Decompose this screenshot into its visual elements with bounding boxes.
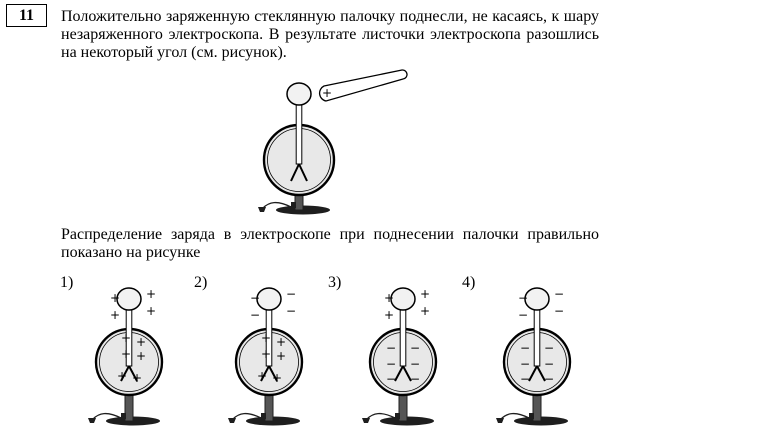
charge-sign: +: [135, 335, 147, 349]
charge-sign: +: [260, 347, 272, 361]
charge-sign: +: [120, 331, 132, 345]
question-statement: Положительно заряженную стеклянную палочку поднесли, не касаясь, к шару незаряженного электроскопа. В результате листочки электроскопа разошлись на некоторый угол (см. рисунок).: [61, 8, 599, 61]
option-4-electroscope: [496, 287, 570, 426]
electroscope-post: [265, 393, 273, 421]
charge-sign: +: [109, 308, 121, 322]
charge-sign: +: [260, 331, 272, 345]
charge-sign: −: [409, 372, 421, 386]
charge-sign: +: [120, 347, 132, 361]
electroscope-rod: [400, 307, 406, 366]
question-number: 11: [6, 4, 47, 27]
charge-sign: +: [419, 287, 431, 301]
charge-sign: +: [256, 369, 268, 383]
charge-sign: −: [249, 291, 261, 305]
charge-sign: −: [517, 308, 529, 322]
electroscope-ball: [117, 288, 141, 310]
charge-sign: +: [109, 291, 121, 305]
charge-sign: −: [385, 372, 397, 386]
charge-sign: −: [553, 287, 565, 301]
electroscope-ball: [287, 83, 311, 105]
electroscope-ball: [257, 288, 281, 310]
electroscope-ball: [525, 288, 549, 310]
main-electroscope: [258, 70, 407, 215]
charge-sign: +: [145, 287, 157, 301]
electroscope-post: [125, 393, 133, 421]
charge-sign: −: [385, 357, 397, 371]
option-2-label[interactable]: 2): [194, 274, 208, 291]
ground-icon: [88, 418, 96, 423]
ground-icon: [496, 418, 504, 423]
electroscope-rod: [296, 102, 302, 164]
charge-sign: +: [275, 335, 287, 349]
charge-sign: −: [249, 308, 261, 322]
electroscope-clamp: [291, 202, 296, 208]
electroscope-clamp: [261, 413, 266, 419]
charge-sign: −: [409, 341, 421, 355]
charge-sign: +: [275, 349, 287, 363]
charge-sign: +: [271, 371, 283, 385]
electroscope-post: [399, 393, 407, 421]
charge-sign: −: [519, 341, 531, 355]
electroscope-clamp: [121, 413, 126, 419]
electroscope-clamp: [529, 413, 534, 419]
option-4-label[interactable]: 4): [462, 274, 476, 291]
charge-sign: −: [519, 357, 531, 371]
charge-sign: +: [383, 291, 395, 305]
charge-sign: +: [116, 369, 128, 383]
charge-sign: +: [419, 304, 431, 318]
electroscope-ball: [391, 288, 415, 310]
charge-sign: −: [409, 357, 421, 371]
charge-sign: −: [285, 287, 297, 301]
ground-icon: [362, 418, 370, 423]
charge-sign: −: [285, 304, 297, 318]
ground-icon: [228, 418, 236, 423]
option-3-label[interactable]: 3): [328, 274, 342, 291]
option-1-label[interactable]: 1): [60, 274, 74, 291]
option-2-electroscope: [228, 287, 302, 426]
charge-sign: −: [543, 357, 555, 371]
charge-sign: +: [321, 86, 333, 100]
charge-sign: −: [553, 304, 565, 318]
electroscope-clamp: [395, 413, 400, 419]
charge-sign: −: [543, 372, 555, 386]
charge-sign: +: [383, 308, 395, 322]
charge-sign: +: [131, 371, 143, 385]
electroscope-rod: [534, 307, 540, 366]
electroscope-post: [533, 393, 541, 421]
option-1-electroscope: [88, 287, 162, 426]
charge-sign: −: [517, 291, 529, 305]
charge-sign: +: [135, 349, 147, 363]
charge-sign: −: [385, 341, 397, 355]
charge-sign: −: [543, 341, 555, 355]
charge-sign: +: [145, 304, 157, 318]
ground-icon: [258, 207, 266, 212]
charge-sign: −: [519, 372, 531, 386]
option-3-electroscope: [362, 287, 436, 426]
question-prompt: Распределение заряда в электроскопе при поднесении палочки правильно показано на рисунке: [61, 226, 599, 261]
glass-rod: [320, 70, 407, 101]
